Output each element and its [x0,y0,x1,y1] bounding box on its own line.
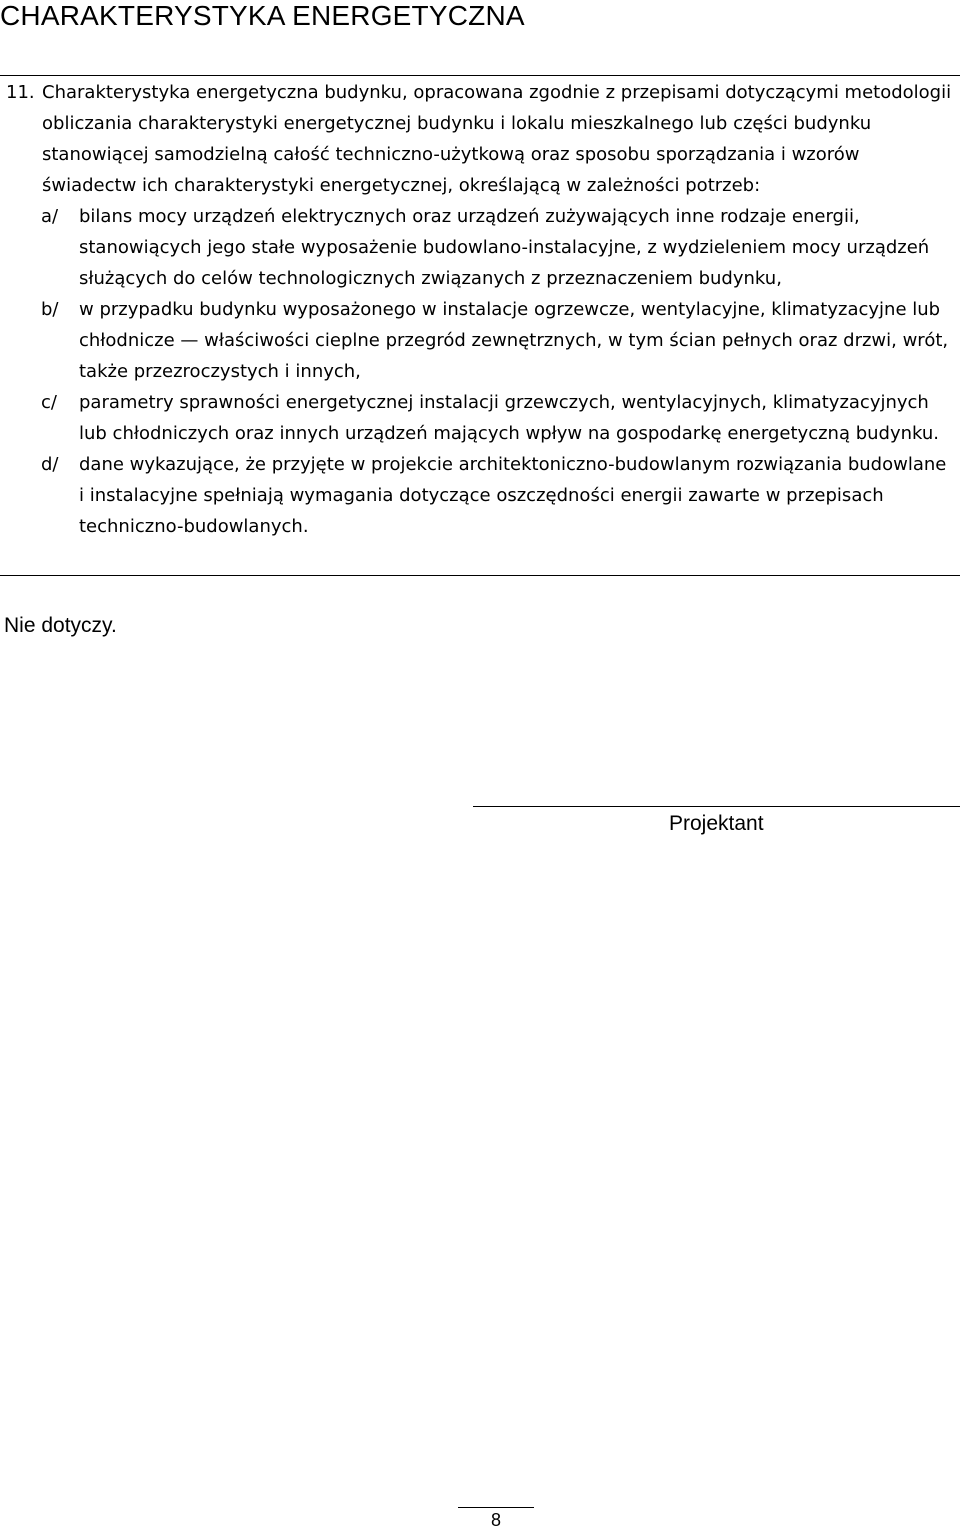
list-item-letter: b/ [41,299,59,320]
section-bottom-rule [0,575,960,576]
list-item-c [0,387,960,449]
list-item-a [0,201,960,294]
list-item-text: dane wykazujące, że przyjęte w projekcie architektoniczno-budowlanym rozwiązania budowlane i instalacyjne spełniają wymagania dotyczące oszczędności energii zawarte w przepisach techniczno-budowlanych. [79,454,947,537]
section-intro [0,77,960,201]
page-number: 8 [490,1510,501,1530]
list-item-b [0,294,960,387]
page-title: CHARAKTERYSTYKA ENERGETYCZNA [0,0,525,31]
list-item-letter: d/ [41,454,59,475]
section-intro-text: Charakterystyka energetyczna budynku, opracowana zgodnie z przepisami dotyczącymi metodologii obliczania charakterystyki energetycznej budynku i lokalu mieszkalnego lub części budynku stanowiącej samodzielną całość techniczno-użytkową oraz sposobu sporządzania i wzorów świadectw ich charakterystyki energetycznej, określającą w zależności potrzeb: [42,82,952,196]
section-11 [0,76,960,542]
list-item-text: parametry sprawności energetycznej instalacji grzewczych, wentylacyjnych, klimatyzacyjnych lub chłodniczych oraz innych urządzeń mających wpływ na gospodarkę energetyczną budynku. [79,392,940,444]
list-item-d [0,449,960,542]
list-item-text: bilans mocy urządzeń elektrycznych oraz urządzeń zużywających inne rodzaje energii, stanowiących jego stałe wyposażenie budowlano-instalacyjne, z wydzieleniem mocy urządzeń służących do celów technologicznych związanych z przeznaczeniem budynku, [79,206,930,289]
status-note: Nie dotyczy. [4,614,117,637]
section-number: 11. [6,82,35,103]
list-item-letter: c/ [41,392,57,413]
page-number-rule [458,1507,534,1508]
signature-label: Projektant [669,812,764,835]
signature-line [473,806,960,807]
list-item-text: w przypadku budynku wyposażonego w instalacje ogrzewcze, wentylacyjne, klimatyzacyjne lub chłodnicze — właściwości cieplne przegród zewnętrznych, w tym ścian pełnych oraz drzwi, wrót, także przezroczystych i innych, [79,299,949,382]
list-item-letter: a/ [41,206,59,227]
